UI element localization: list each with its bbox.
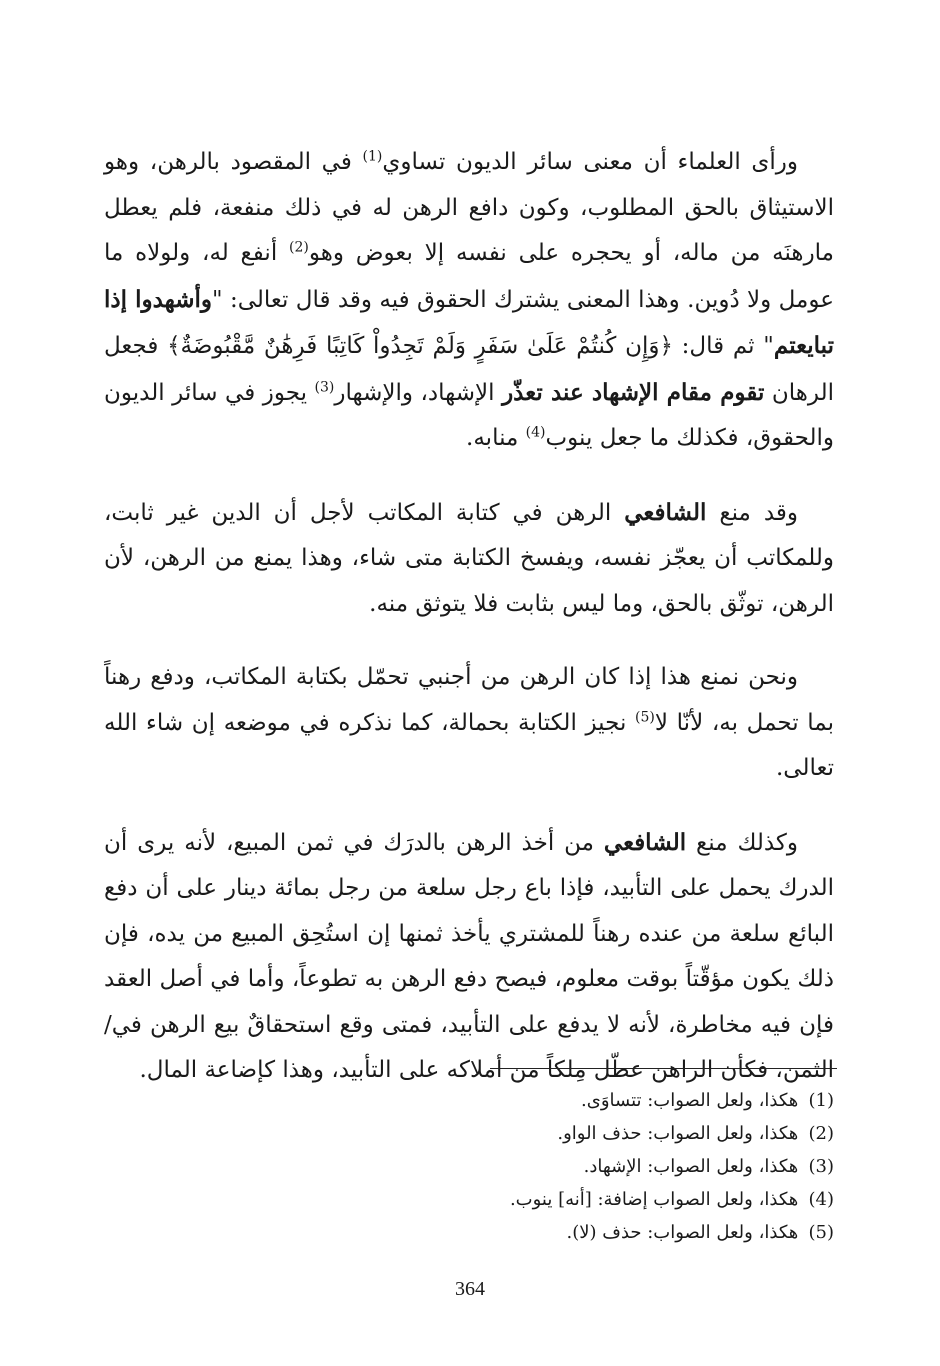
- footnote-text: هكذا، ولعل الصواب: حذف (لا).: [566, 1222, 804, 1243]
- footnote-text: هكذا، ولعل الصواب: تتساوَى.: [581, 1090, 804, 1111]
- footnote-item: [414, 1216, 834, 1249]
- footnote-marker: (2): [288, 239, 309, 256]
- text-run: وكذلك منع: [686, 829, 798, 856]
- text-run: ورأى العلماء أن معنى سائر الديون تساوي: [382, 149, 799, 175]
- text-run: الإشهاد، والإشهار: [334, 379, 503, 406]
- text-run: منابه.: [466, 425, 526, 451]
- footnote-number: (4): [808, 1189, 834, 1210]
- footnote-number: (5): [808, 1222, 834, 1243]
- footnote-item: [414, 1117, 834, 1150]
- footnote-marker: (3): [314, 378, 335, 395]
- body-paragraph: [104, 820, 834, 1094]
- bold-phrase: الشافعي: [624, 498, 707, 526]
- footnote-number: (2): [808, 1123, 834, 1144]
- text-run: " ثم قال: ﴿وَإِن كُنتُمْ عَلَىٰ سَفَرٍ وَلَمْ تَجِدُواْ كَاتِبًا فَرِهَٰنٌ مَّقْبُوضَةٌ﴾ فجعل الرهان: [104, 333, 834, 406]
- footnote-marker: (4): [525, 424, 546, 441]
- bold-phrase: الشافعي: [603, 828, 687, 856]
- page-number: 364: [455, 1278, 485, 1300]
- text-run: الرهن في كتابة المكاتب لأجل أن الدين غير ثابت، وللمكاتب أن يعجّز نفسه، ويفسخ الكتابة متى شاء، وهذا يمنع من الرهن، لأن الرهن، توثّق بالحق، وما ليس بثابت فلا يتوثق منه.: [104, 499, 834, 617]
- footnote-item: [414, 1183, 834, 1216]
- footnote-marker: (5): [635, 708, 655, 725]
- text-run: يجوز في سائر الديون والحقوق، فكذلك ما جعل ينوب: [104, 379, 834, 451]
- footnote-item: [414, 1084, 834, 1117]
- text-run: نجيز الكتابة بحمالة، كما نذكره في موضعه إن شاء الله تعالى.: [104, 709, 834, 781]
- footnote-marker: (1): [362, 148, 383, 165]
- footnote-text: هكذا، ولعل الصواب: حذف الواو.: [557, 1123, 804, 1144]
- footnote-divider: [490, 1068, 837, 1069]
- text-run: أنفع له، ولولاه ما عومل ولا دُوين. وهذا المعنى يشترك الحقوق فيه وقد قال تعالى: ": [104, 240, 834, 313]
- body-paragraph: [104, 655, 834, 792]
- text-run: وقد منع: [706, 499, 798, 526]
- main-text-body: [104, 140, 834, 1094]
- bold-phrase: تقوم مقام الإشهاد عند تعذّر: [502, 378, 765, 406]
- footnote-number: (3): [808, 1156, 834, 1177]
- bold-phrase: وأشهدوا إذا تبايعتم: [104, 285, 834, 359]
- footnote-number: (1): [808, 1090, 834, 1111]
- footnotes-list: [414, 1084, 834, 1249]
- footnote-text: هكذا، ولعل الصواب إضافة: [أنه] ينوب.: [509, 1189, 804, 1210]
- footnote-item: [414, 1150, 834, 1183]
- text-run: ونحن نمنع هذا إذا كان الرهن من أجنبي تحمّل بكتابة المكاتب، ودفع رهناً بما تحمل به، لأنّا لا: [104, 664, 834, 736]
- body-paragraph: [104, 140, 834, 462]
- body-paragraph: [104, 490, 834, 628]
- footnote-text: هكذا، ولعل الصواب: الإشهاد.: [583, 1156, 804, 1177]
- text-run: من أخذ الرهن بالدرَك في ثمن المبيع، لأنه يرى أن الدرك يحمل على التأبيد، فإذا باع رجل سلعة من رجل بمائة دينار على أن دفع البائع سلعة من عنده رهناً للمشتري يأخذ ثمنها إن استُحِق المبيع من يده، فإن ذلك يكون مؤقّتاً بوقت معلوم، فيصح دفع الرهن به تطوعاً، وأما في أصل العقد فإن فيه مخاطرة، لأنه لا يدفع على التأبيد، فمتى وقع استحقاقٌ بيع الرهن في/ الثمن، فكأن الراهن عطّل مِلكاً من أملاكه على التأبيد، وهذا كإضاعة المال.: [104, 829, 834, 1083]
- text-run: في المقصود بالرهن، وهو الاستيثاق بالحق المطلوب، وكون دافع الرهن له في ذلك منفعة، فلم يعطل مارهنَه من ماله، أو يحجره على نفسه إلا بعوض وهو: [104, 149, 834, 266]
